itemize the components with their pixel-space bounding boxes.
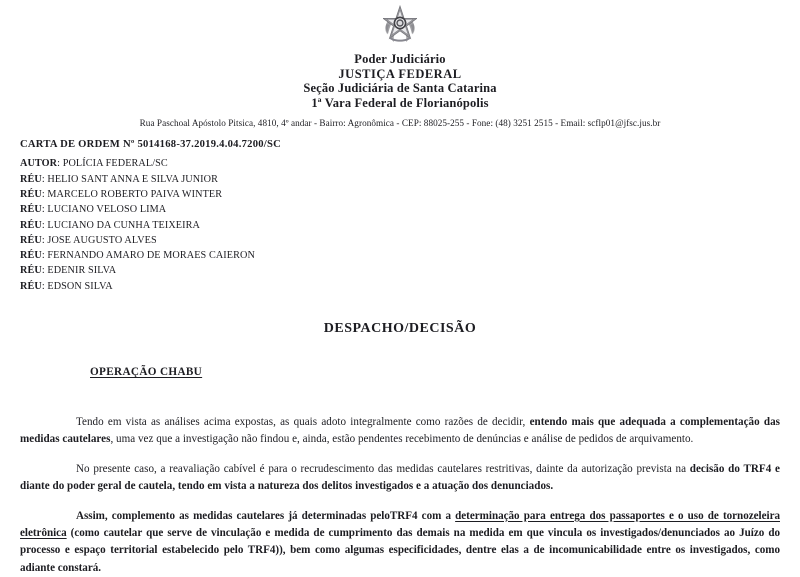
paragraph-3-underlined-measure: determinação para entrega dos passaportes e o uso de tornozeleira eletrônica: [20, 509, 780, 540]
case-number: CARTA DE ORDEM Nº 5014168-37.2019.4.04.7200/SC: [20, 139, 282, 151]
party-row: [20, 156, 780, 171]
party-separator: :: [41, 280, 48, 292]
paragraph-2-text-1: No presente caso, a reavaliação cabível é para o recrudescimento das medidas cautelares restritivas, dainte da autorização prevista na: [76, 462, 690, 475]
party-separator: :: [41, 204, 48, 216]
party-name: EDENIR SILVA: [47, 265, 117, 277]
party-role: RÉU: [20, 234, 42, 246]
paragraph-2-emphasis-1: decisão do TRF4 e diante do poder geral de cautela, tendo em vista a natureza dos delitos investigados e a atuação dos denunciados.: [20, 462, 780, 493]
party-name: EDSON SILVA: [47, 280, 113, 292]
court-division-line: 1ª Vara Federal de Florianópolis: [311, 95, 489, 110]
paragraph-1-text-1: Tendo em vista as análises acima expostas, as quais adoto integralmente como razões de decidir,: [76, 416, 530, 429]
party-role: RÉU: [20, 204, 42, 216]
party-separator: :: [41, 188, 48, 200]
party-role: AUTOR: [20, 158, 58, 170]
party-separator: :: [41, 234, 48, 246]
paragraph-3: [20, 508, 780, 577]
party-row: [20, 202, 780, 217]
operation-label: OPERAÇÃO CHABU: [90, 366, 203, 379]
court-section-line: Seção Judiciária de Santa Catarina: [303, 81, 497, 96]
party-role: RÉU: [20, 250, 42, 262]
party-name: FERNANDO AMARO DE MORAES CAIERON: [47, 250, 255, 262]
court-address-line: Rua Paschoal Apóstolo Pitsica, 4810, 4º andar - Bairro: Agronômica - CEP: 88025-255 - Fone: (48) 3251 2515 - Email: scflp01@jfsc.jus.br: [139, 118, 661, 129]
party-role: RÉU: [20, 219, 42, 231]
party-row: [20, 248, 780, 263]
party-row: [20, 218, 780, 233]
paragraph-2: [20, 461, 780, 496]
decision-title: DESPACHO/DECISÃO: [323, 321, 477, 337]
party-name: POLÍCIA FEDERAL/SC: [62, 158, 168, 170]
paragraph-3-text-1: Assim, complemento as medidas cautelares já determinadas peloTRF4 com a: [76, 509, 456, 522]
party-separator: :: [41, 265, 48, 277]
court-header: [20, 52, 780, 110]
party-separator: :: [41, 173, 48, 185]
document-body: [20, 414, 780, 577]
party-name: MARCELO ROBERTO PAIVA WINTER: [47, 188, 223, 200]
party-row: [20, 172, 780, 187]
party-separator: :: [41, 219, 48, 231]
brazil-coat-of-arms-icon: [383, 4, 417, 44]
party-separator: :: [41, 250, 48, 262]
party-row: [20, 233, 780, 248]
paragraph-1-text-2: , uma vez que a investigação não findou e, ainda, estão pendentes recebimento de denúncias e análise de pedidos de arquivamento.: [110, 433, 694, 446]
party-name: LUCIANO DA CUNHA TEIXEIRA: [47, 219, 200, 231]
party-role: RÉU: [20, 265, 42, 277]
court-name-line: JUSTIÇA FEDERAL: [338, 66, 462, 81]
court-branch-line: Poder Judiciário: [354, 52, 446, 66]
party-name: HELIO SANT ANNA E SILVA JUNIOR: [47, 173, 219, 185]
party-row: [20, 263, 780, 278]
parties-list: [20, 156, 780, 294]
party-role: RÉU: [20, 173, 42, 185]
party-row: [20, 187, 780, 202]
party-name: LUCIANO VELOSO LIMA: [47, 204, 167, 216]
paragraph-1-emphasis-1: entendo mais que adequada a complementação das medidas cautelares: [20, 416, 780, 446]
paragraph-3-text-2: (como cautelar que serve de vinculação e medida de cumprimento das demais na medida em que vincula os investigados/denunciados ao Juízo do processo e espaço territorial estabelecido pelo TRF4)), bem como algumas especificidades, dentre elas a de incomunicabilidade entre os investigados, como adiante constará.: [20, 527, 780, 574]
emblem-container: [20, 0, 780, 48]
operation-label-container: [20, 362, 780, 380]
party-role: RÉU: [20, 280, 42, 292]
party-role: RÉU: [20, 188, 42, 200]
party-name: JOSE AUGUSTO ALVES: [47, 234, 157, 246]
party-row: [20, 279, 780, 294]
party-separator: :: [57, 158, 63, 170]
paragraph-1: [20, 414, 780, 449]
